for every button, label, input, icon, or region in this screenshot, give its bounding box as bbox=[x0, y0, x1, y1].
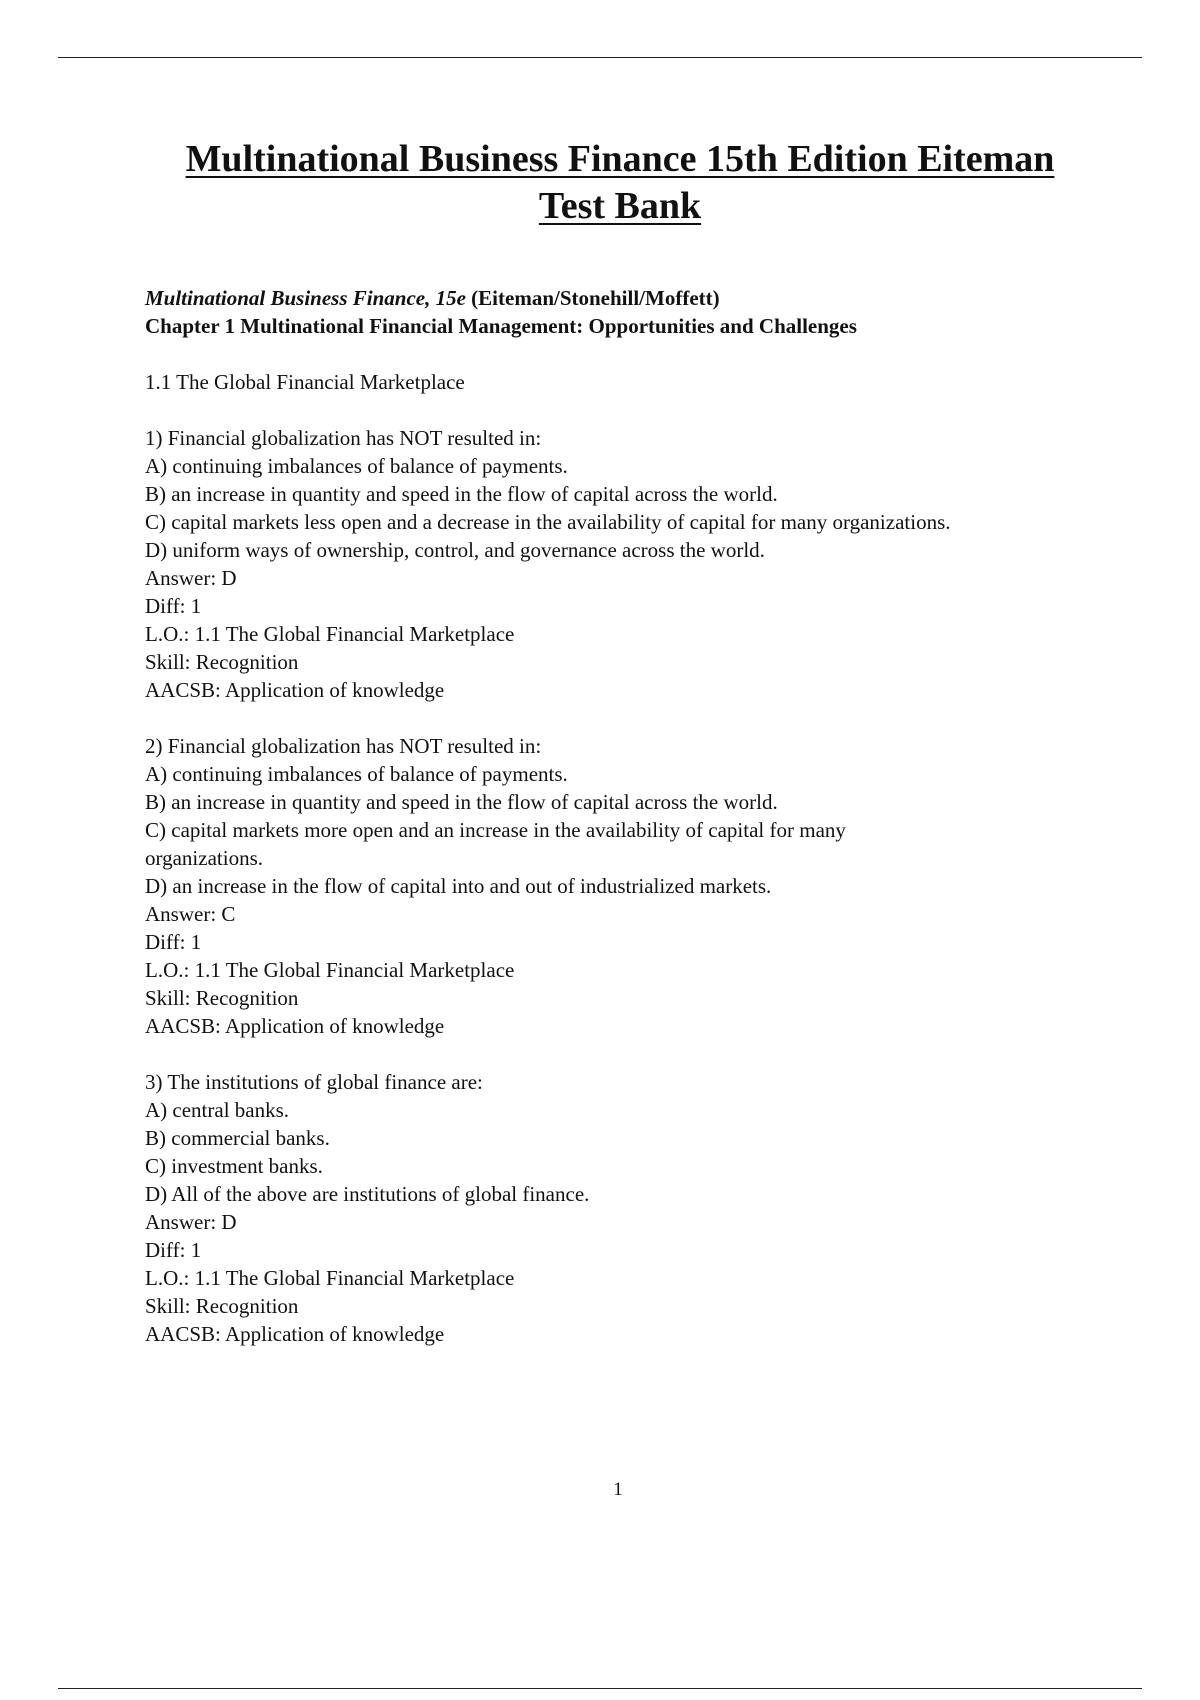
answer-key: Answer: C bbox=[145, 902, 236, 926]
title-line-1: Multinational Business Finance 15th Edition Eiteman bbox=[185, 138, 1055, 180]
aacsb: AACSB: Application of knowledge bbox=[145, 1322, 445, 1346]
difficulty: Diff: 1 bbox=[145, 594, 202, 618]
question-stem: 2) Financial globalization has NOT resulted in: bbox=[145, 734, 542, 758]
book-title: Multinational Business Finance, 15e bbox=[145, 286, 466, 310]
chapter-heading: Chapter 1 Multinational Financial Management: Opportunities and Challenges bbox=[145, 314, 857, 338]
question-block bbox=[145, 732, 1085, 1040]
answer-option: C) capital markets less open and a decrease in the availability of capital for many organizations. bbox=[145, 510, 951, 534]
answer-option: A) continuing imbalances of balance of payments. bbox=[145, 762, 568, 786]
difficulty: Diff: 1 bbox=[145, 1238, 202, 1262]
aacsb: AACSB: Application of knowledge bbox=[145, 1014, 445, 1038]
section-heading: 1.1 The Global Financial Marketplace bbox=[145, 370, 465, 394]
answer-option: D) an increase in the flow of capital into and out of industrialized markets. bbox=[145, 874, 772, 898]
book-reference bbox=[145, 284, 1085, 312]
document-body bbox=[145, 284, 1085, 1348]
answer-option: A) central banks. bbox=[145, 1098, 290, 1122]
page-number: 1 bbox=[613, 1479, 623, 1500]
answer-option: D) uniform ways of ownership, control, and governance across the world. bbox=[145, 538, 765, 562]
answer-option-continued: organizations. bbox=[145, 846, 264, 870]
question-block bbox=[145, 424, 1085, 704]
answer-option: C) capital markets more open and an increase in the availability of capital for many bbox=[145, 818, 846, 842]
top-rule bbox=[58, 57, 1142, 58]
skill: Skill: Recognition bbox=[145, 986, 299, 1010]
answer-option: D) All of the above are institutions of global finance. bbox=[145, 1182, 590, 1206]
answer-key: Answer: D bbox=[145, 1210, 237, 1234]
question-stem: 1) Financial globalization has NOT resulted in: bbox=[145, 426, 542, 450]
question-block bbox=[145, 1068, 1085, 1348]
aacsb: AACSB: Application of knowledge bbox=[145, 678, 445, 702]
answer-option: B) commercial banks. bbox=[145, 1126, 330, 1150]
answer-option: C) investment banks. bbox=[145, 1154, 323, 1178]
book-authors: (Eiteman/Stonehill/Moffett) bbox=[465, 286, 720, 310]
difficulty: Diff: 1 bbox=[145, 930, 202, 954]
learning-objective: L.O.: 1.1 The Global Financial Marketplace bbox=[145, 622, 515, 646]
skill: Skill: Recognition bbox=[145, 650, 299, 674]
answer-option: B) an increase in quantity and speed in the flow of capital across the world. bbox=[145, 482, 778, 506]
answer-option: A) continuing imbalances of balance of payments. bbox=[145, 454, 568, 478]
document-title bbox=[130, 136, 1110, 230]
title-line-2: Test Bank bbox=[538, 185, 702, 227]
answer-option: B) an increase in quantity and speed in the flow of capital across the world. bbox=[145, 790, 778, 814]
learning-objective: L.O.: 1.1 The Global Financial Marketplace bbox=[145, 1266, 515, 1290]
answer-key: Answer: D bbox=[145, 566, 237, 590]
question-stem: 3) The institutions of global finance are: bbox=[145, 1070, 483, 1094]
skill: Skill: Recognition bbox=[145, 1294, 299, 1318]
bottom-rule bbox=[58, 1688, 1142, 1689]
learning-objective: L.O.: 1.1 The Global Financial Marketplace bbox=[145, 958, 515, 982]
